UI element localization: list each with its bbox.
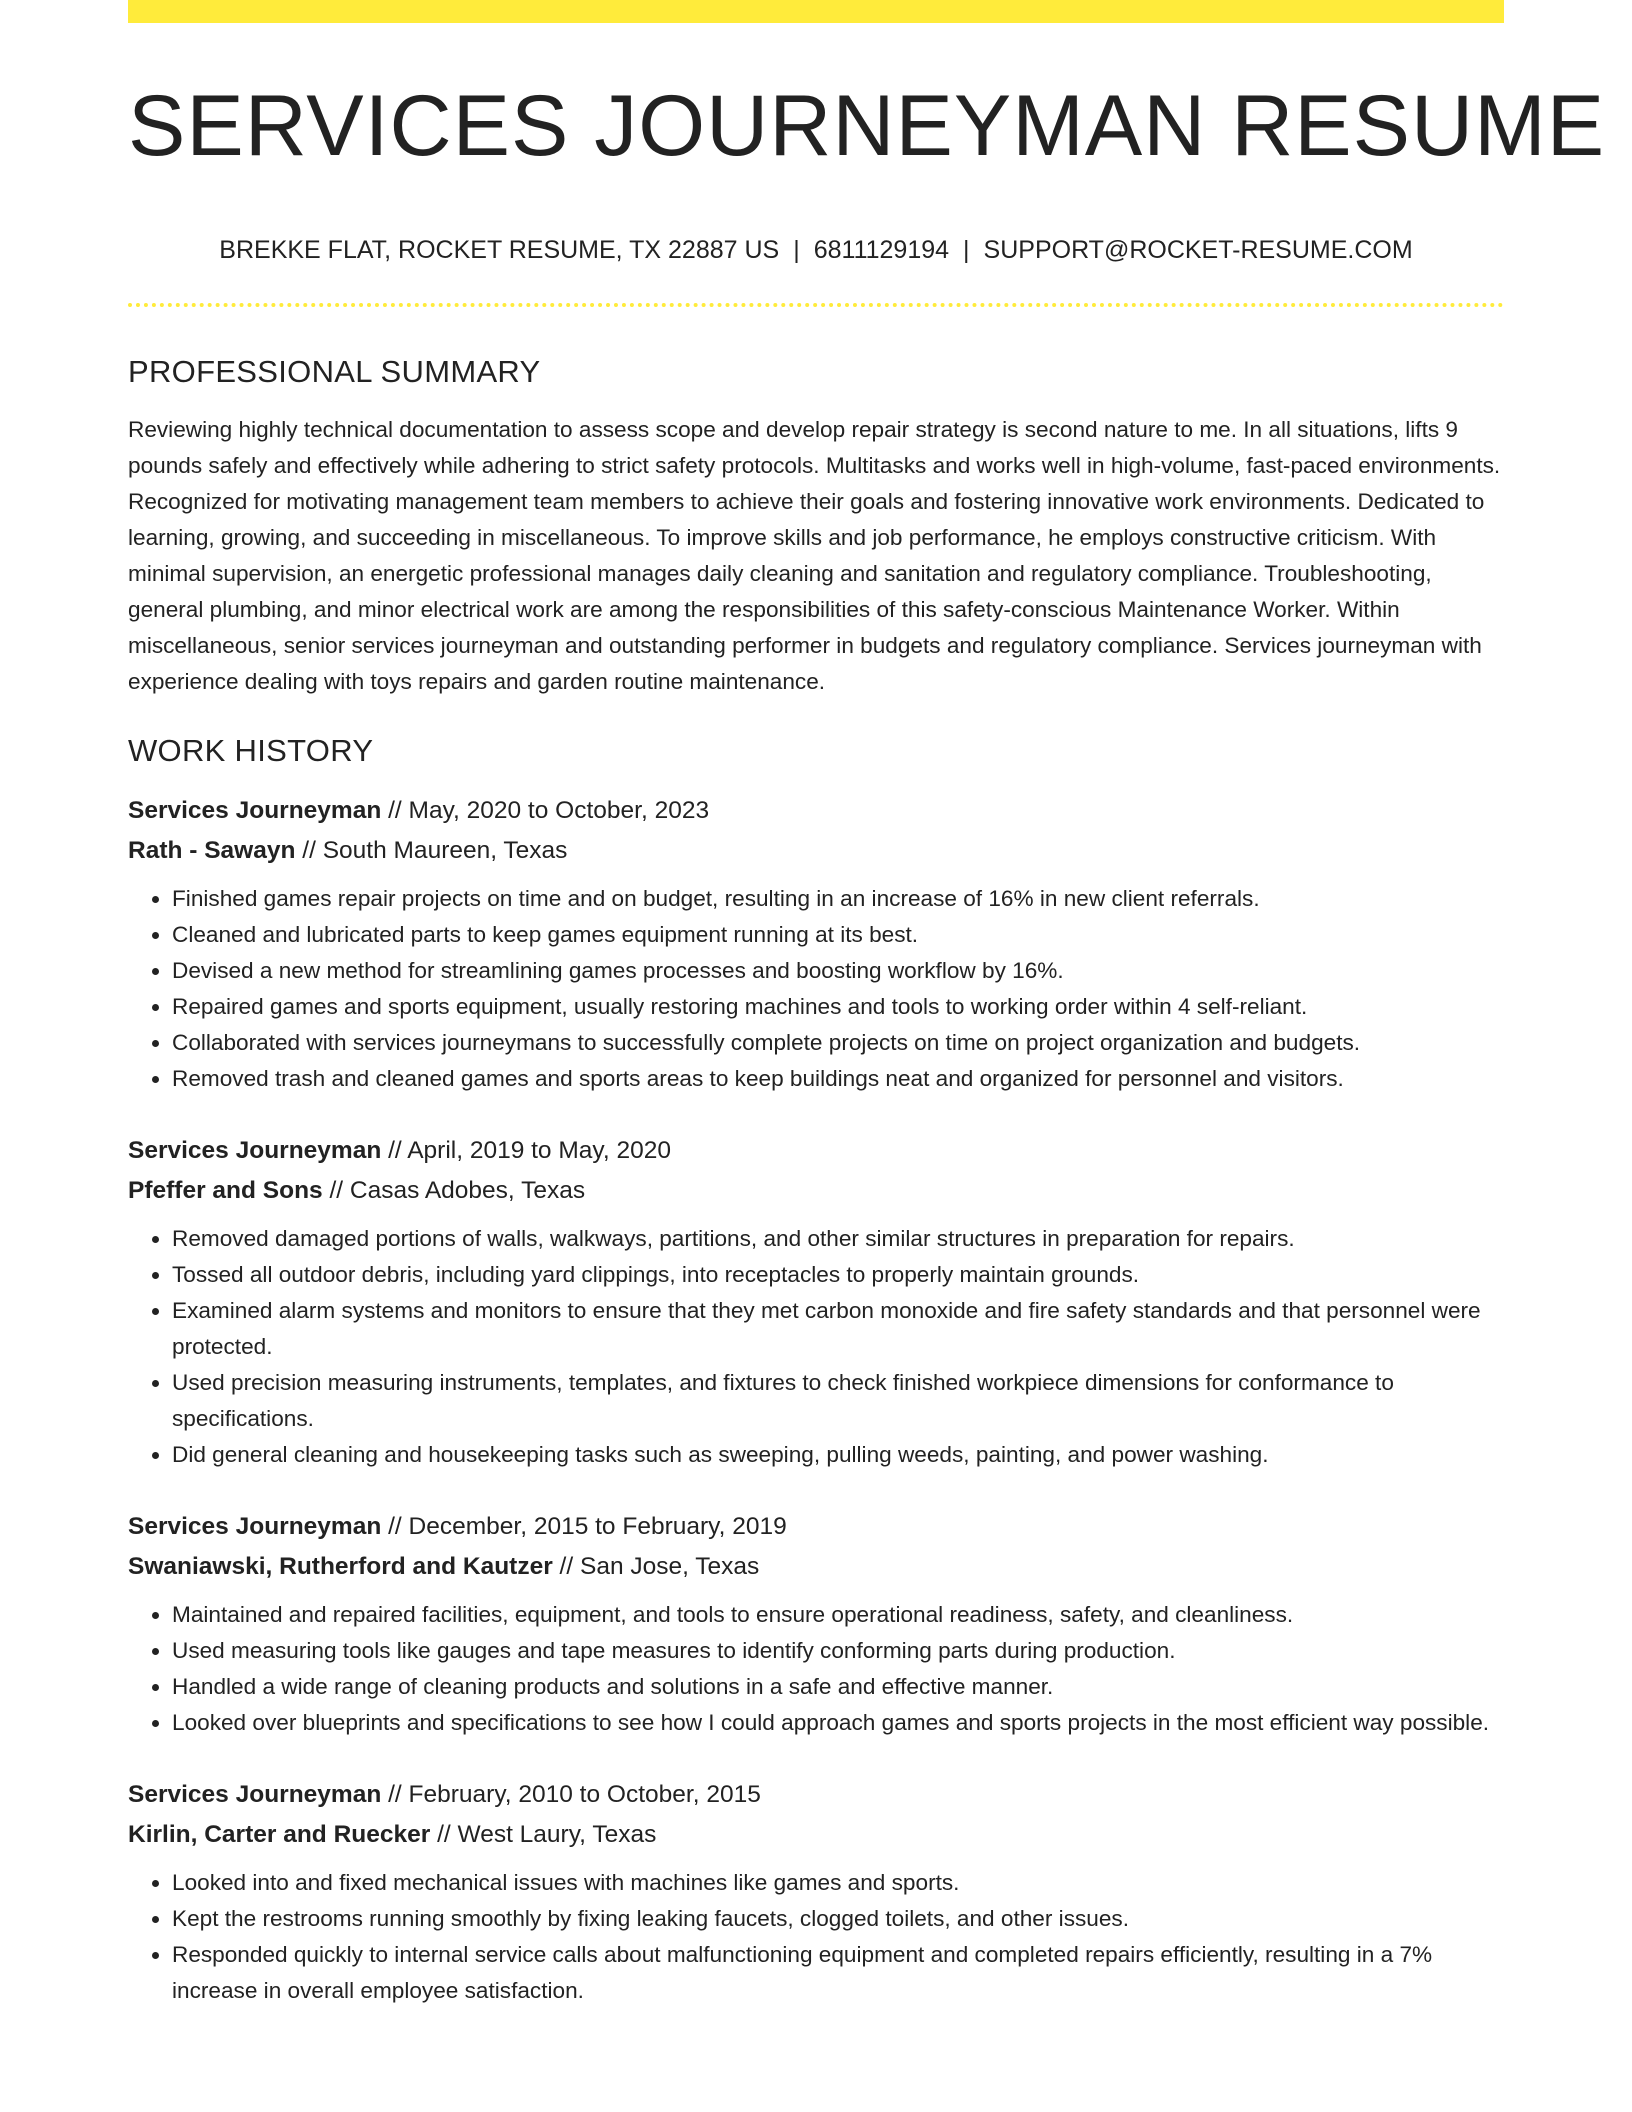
resume-title: SERVICES JOURNEYMAN RESUME bbox=[128, 78, 1606, 174]
job-company: Pfeffer and Sons bbox=[128, 1177, 323, 1205]
job-bullets bbox=[128, 881, 1504, 1097]
job-location: // South Maureen, Texas bbox=[295, 837, 568, 865]
job-bullets bbox=[128, 1221, 1504, 1473]
resume-page bbox=[128, 0, 1606, 2009]
job-company-line bbox=[128, 1815, 1504, 1855]
job-bullet: • Looked over blueprints and specifications to see how I could approach games and sports projects in the most efficient way possible. bbox=[172, 1705, 1504, 1741]
job-bullet: • Did general cleaning and housekeeping tasks such as sweeping, pulling weeds, painting, and power washing. bbox=[172, 1437, 1504, 1473]
job-bullet: • Handled a wide range of cleaning products and solutions in a safe and effective manner. bbox=[172, 1669, 1504, 1705]
job-dates: // December, 2015 to February, 2019 bbox=[381, 1513, 787, 1541]
summary-heading: PROFESSIONAL SUMMARY bbox=[128, 354, 541, 389]
contact-address: BREKKE FLAT, ROCKET RESUME, TX 22887 US bbox=[219, 236, 780, 264]
job-bullet: • Removed trash and cleaned games and sports areas to keep buildings neat and organized for personnel and visitors. bbox=[172, 1061, 1504, 1097]
job-bullet: • Repaired games and sports equipment, usually restoring machines and tools to working order within 4 self-reliant. bbox=[172, 989, 1504, 1025]
job-dates: // February, 2010 to October, 2015 bbox=[381, 1781, 761, 1809]
job-bullet: • Kept the restrooms running smoothly by fixing leaking faucets, clogged toilets, and other issues. bbox=[172, 1901, 1504, 1937]
job-entry bbox=[128, 1131, 1504, 1473]
job-entry bbox=[128, 1775, 1504, 2009]
job-company-line bbox=[128, 1171, 1504, 1211]
contact-line bbox=[128, 235, 1504, 265]
job-company: Kirlin, Carter and Ruecker bbox=[128, 1821, 431, 1849]
job-title-line bbox=[128, 1775, 1504, 1815]
job-title-line bbox=[128, 1131, 1504, 1171]
job-title: Services Journeyman bbox=[128, 1781, 382, 1809]
job-bullet: • Responded quickly to internal service calls about malfunctioning equipment and completed repairs efficiently, resulting in a 7% increase in overall employee satisfaction. bbox=[172, 1937, 1504, 2009]
job-company: Swaniawski, Rutherford and Kautzer bbox=[128, 1553, 553, 1581]
job-bullet: • Tossed all outdoor debris, including yard clippings, into receptacles to properly maintain grounds. bbox=[172, 1257, 1504, 1293]
job-bullet: • Cleaned and lubricated parts to keep games equipment running at its best. bbox=[172, 917, 1504, 953]
job-location: // San Jose, Texas bbox=[552, 1553, 760, 1581]
job-bullet: • Collaborated with services journeymans to successfully complete projects on time on project organization and budgets. bbox=[172, 1025, 1504, 1061]
job-location: // Casas Adobes, Texas bbox=[322, 1177, 586, 1205]
job-entry bbox=[128, 791, 1504, 1097]
job-company: Rath - Sawayn bbox=[128, 837, 296, 865]
contact-separator: | bbox=[793, 236, 800, 264]
job-company-line bbox=[128, 831, 1504, 871]
job-bullet: • Removed damaged portions of walls, walkways, partitions, and other similar structures in preparation for repairs. bbox=[172, 1221, 1504, 1257]
job-title-line bbox=[128, 1507, 1504, 1547]
job-title: Services Journeyman bbox=[128, 797, 382, 825]
work-history-heading: WORK HISTORY bbox=[128, 733, 374, 769]
job-bullet: • Finished games repair projects on time and on budget, resulting in an increase of 16% in new client referrals. bbox=[172, 881, 1504, 917]
job-bullets bbox=[128, 1865, 1504, 2009]
contact-phone: 6811129194 bbox=[813, 236, 950, 264]
job-bullet: • Devised a new method for streamlining games processes and boosting workflow by 16%. bbox=[172, 953, 1504, 989]
contact-email: SUPPORT@ROCKET-RESUME.COM bbox=[983, 236, 1413, 264]
job-bullet: • Maintained and repaired facilities, equipment, and tools to ensure operational readiness, safety, and cleanliness. bbox=[172, 1597, 1504, 1633]
job-title: Services Journeyman bbox=[128, 1137, 382, 1165]
job-title: Services Journeyman bbox=[128, 1513, 382, 1541]
contact-separator: | bbox=[963, 236, 970, 264]
summary-text: Reviewing highly technical documentation to assess scope and develop repair strategy is second nature to me. In all situations, lifts 9 pounds safely and effectively while adhering to strict safety protocols. Multitasks and works well in high-volume, fast-paced environments. Recognized for motivating management team members to achieve their goals and fostering innovative work environments. Dedicated to learning, growing, and succeeding in miscellaneous. To improve skills and job performance, he employs constructive criticism. With minimal supervision, an energetic professional manages daily cleaning and sanitation and regulatory compliance. Troubleshooting, general plumbing, and minor electrical work are among the responsibilities of this safety-conscious Maintenance Worker. Within miscellaneous, senior services journeyman and outstanding performer in budgets and regulatory compliance. Services journeyman with experience dealing with toys repairs and garden routine maintenance. bbox=[128, 417, 1501, 695]
job-bullet: • Examined alarm systems and monitors to ensure that they met carbon monoxide and fire safety standards and that personnel were protected. bbox=[172, 1293, 1504, 1365]
accent-bar bbox=[128, 0, 1504, 23]
job-company-line bbox=[128, 1547, 1504, 1587]
job-entry bbox=[128, 1507, 1504, 1741]
job-bullet: • Used precision measuring instruments, templates, and fixtures to check finished workpiece dimensions for conformance to specifications. bbox=[172, 1365, 1504, 1437]
job-bullet: • Looked into and fixed mechanical issues with machines like games and sports. bbox=[172, 1865, 1504, 1901]
job-location: // West Laury, Texas bbox=[430, 1821, 657, 1849]
job-dates: // April, 2019 to May, 2020 bbox=[381, 1137, 671, 1165]
job-bullets bbox=[128, 1597, 1504, 1741]
dotted-divider bbox=[128, 303, 1504, 307]
job-title-line bbox=[128, 791, 1504, 831]
job-dates: // May, 2020 to October, 2023 bbox=[381, 797, 710, 825]
job-bullet: • Used measuring tools like gauges and tape measures to identify conforming parts during production. bbox=[172, 1633, 1504, 1669]
